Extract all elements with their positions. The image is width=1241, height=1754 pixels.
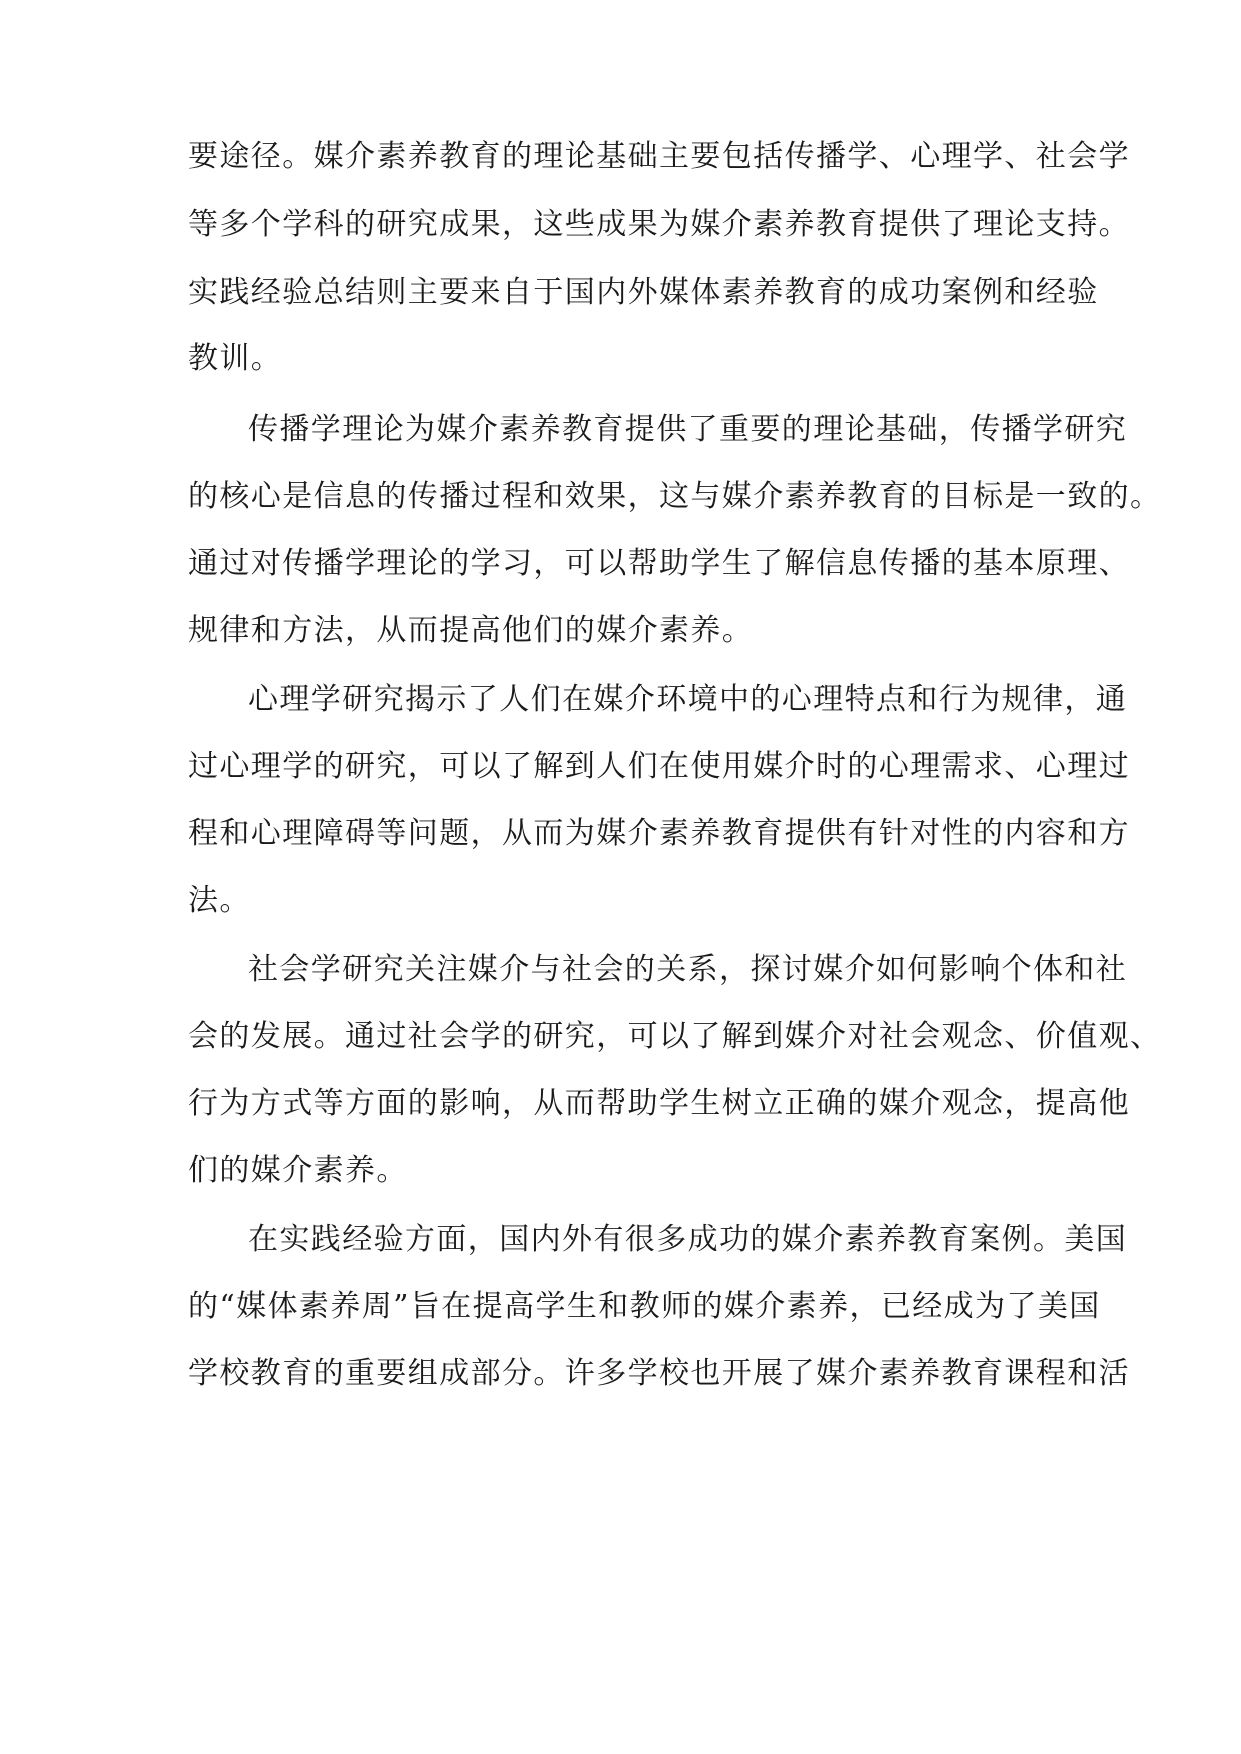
- paragraph-first-line: 传播学理论为媒介素养教育提供了重要的理论基础，传播学研究: [248, 412, 1128, 447]
- text-line: 程和心理障碍等问题，从而为媒介素养教育提供有针对性的内容和方: [188, 816, 1130, 851]
- text-line: 们的媒介素养。: [188, 1153, 408, 1188]
- text-line: 会的发展。通过社会学的研究，可以了解到媒介对社会观念、价值观、: [188, 1019, 1162, 1054]
- paragraph-first-line: 心理学研究揭示了人们在媒介环境中的心理特点和行为规律，通: [248, 682, 1128, 717]
- text-line: 行为方式等方面的影响，从而帮助学生树立正确的媒介观念，提高他: [188, 1086, 1130, 1121]
- text-line: 教训。: [188, 341, 283, 376]
- text-line: 的“媒体素养周”旨在提高学生和教师的媒介素养，已经成为了美国: [188, 1289, 1101, 1324]
- text-line: 法。: [188, 883, 251, 918]
- text-line: 实践经验总结则主要来自于国内外媒体素养教育的成功案例和经验: [188, 275, 1099, 310]
- text-line: 要途径。媒介素养教育的理论基础主要包括传播学、心理学、社会学: [188, 139, 1130, 174]
- paragraph-first-line: 社会学研究关注媒介与社会的关系，探讨媒介如何影响个体和社: [248, 952, 1128, 987]
- text-line: 学校教育的重要组成部分。许多学校也开展了媒介素养教育课程和活: [188, 1356, 1130, 1391]
- paragraph-first-line: 在实践经验方面，国内外有很多成功的媒介素养教育案例。美国: [248, 1222, 1128, 1257]
- text-line: 等多个学科的研究成果，这些成果为媒介素养教育提供了理论支持。: [188, 207, 1130, 242]
- text-line: 规律和方法，从而提高他们的媒介素养。: [188, 613, 754, 648]
- text-line: 的核心是信息的传播过程和效果，这与媒介素养教育的目标是一致的。: [188, 479, 1162, 514]
- text-line: 通过对传播学理论的学习，可以帮助学生了解信息传播的基本原理、: [188, 546, 1130, 581]
- text-line: 过心理学的研究，可以了解到人们在使用媒介时的心理需求、心理过: [188, 749, 1130, 784]
